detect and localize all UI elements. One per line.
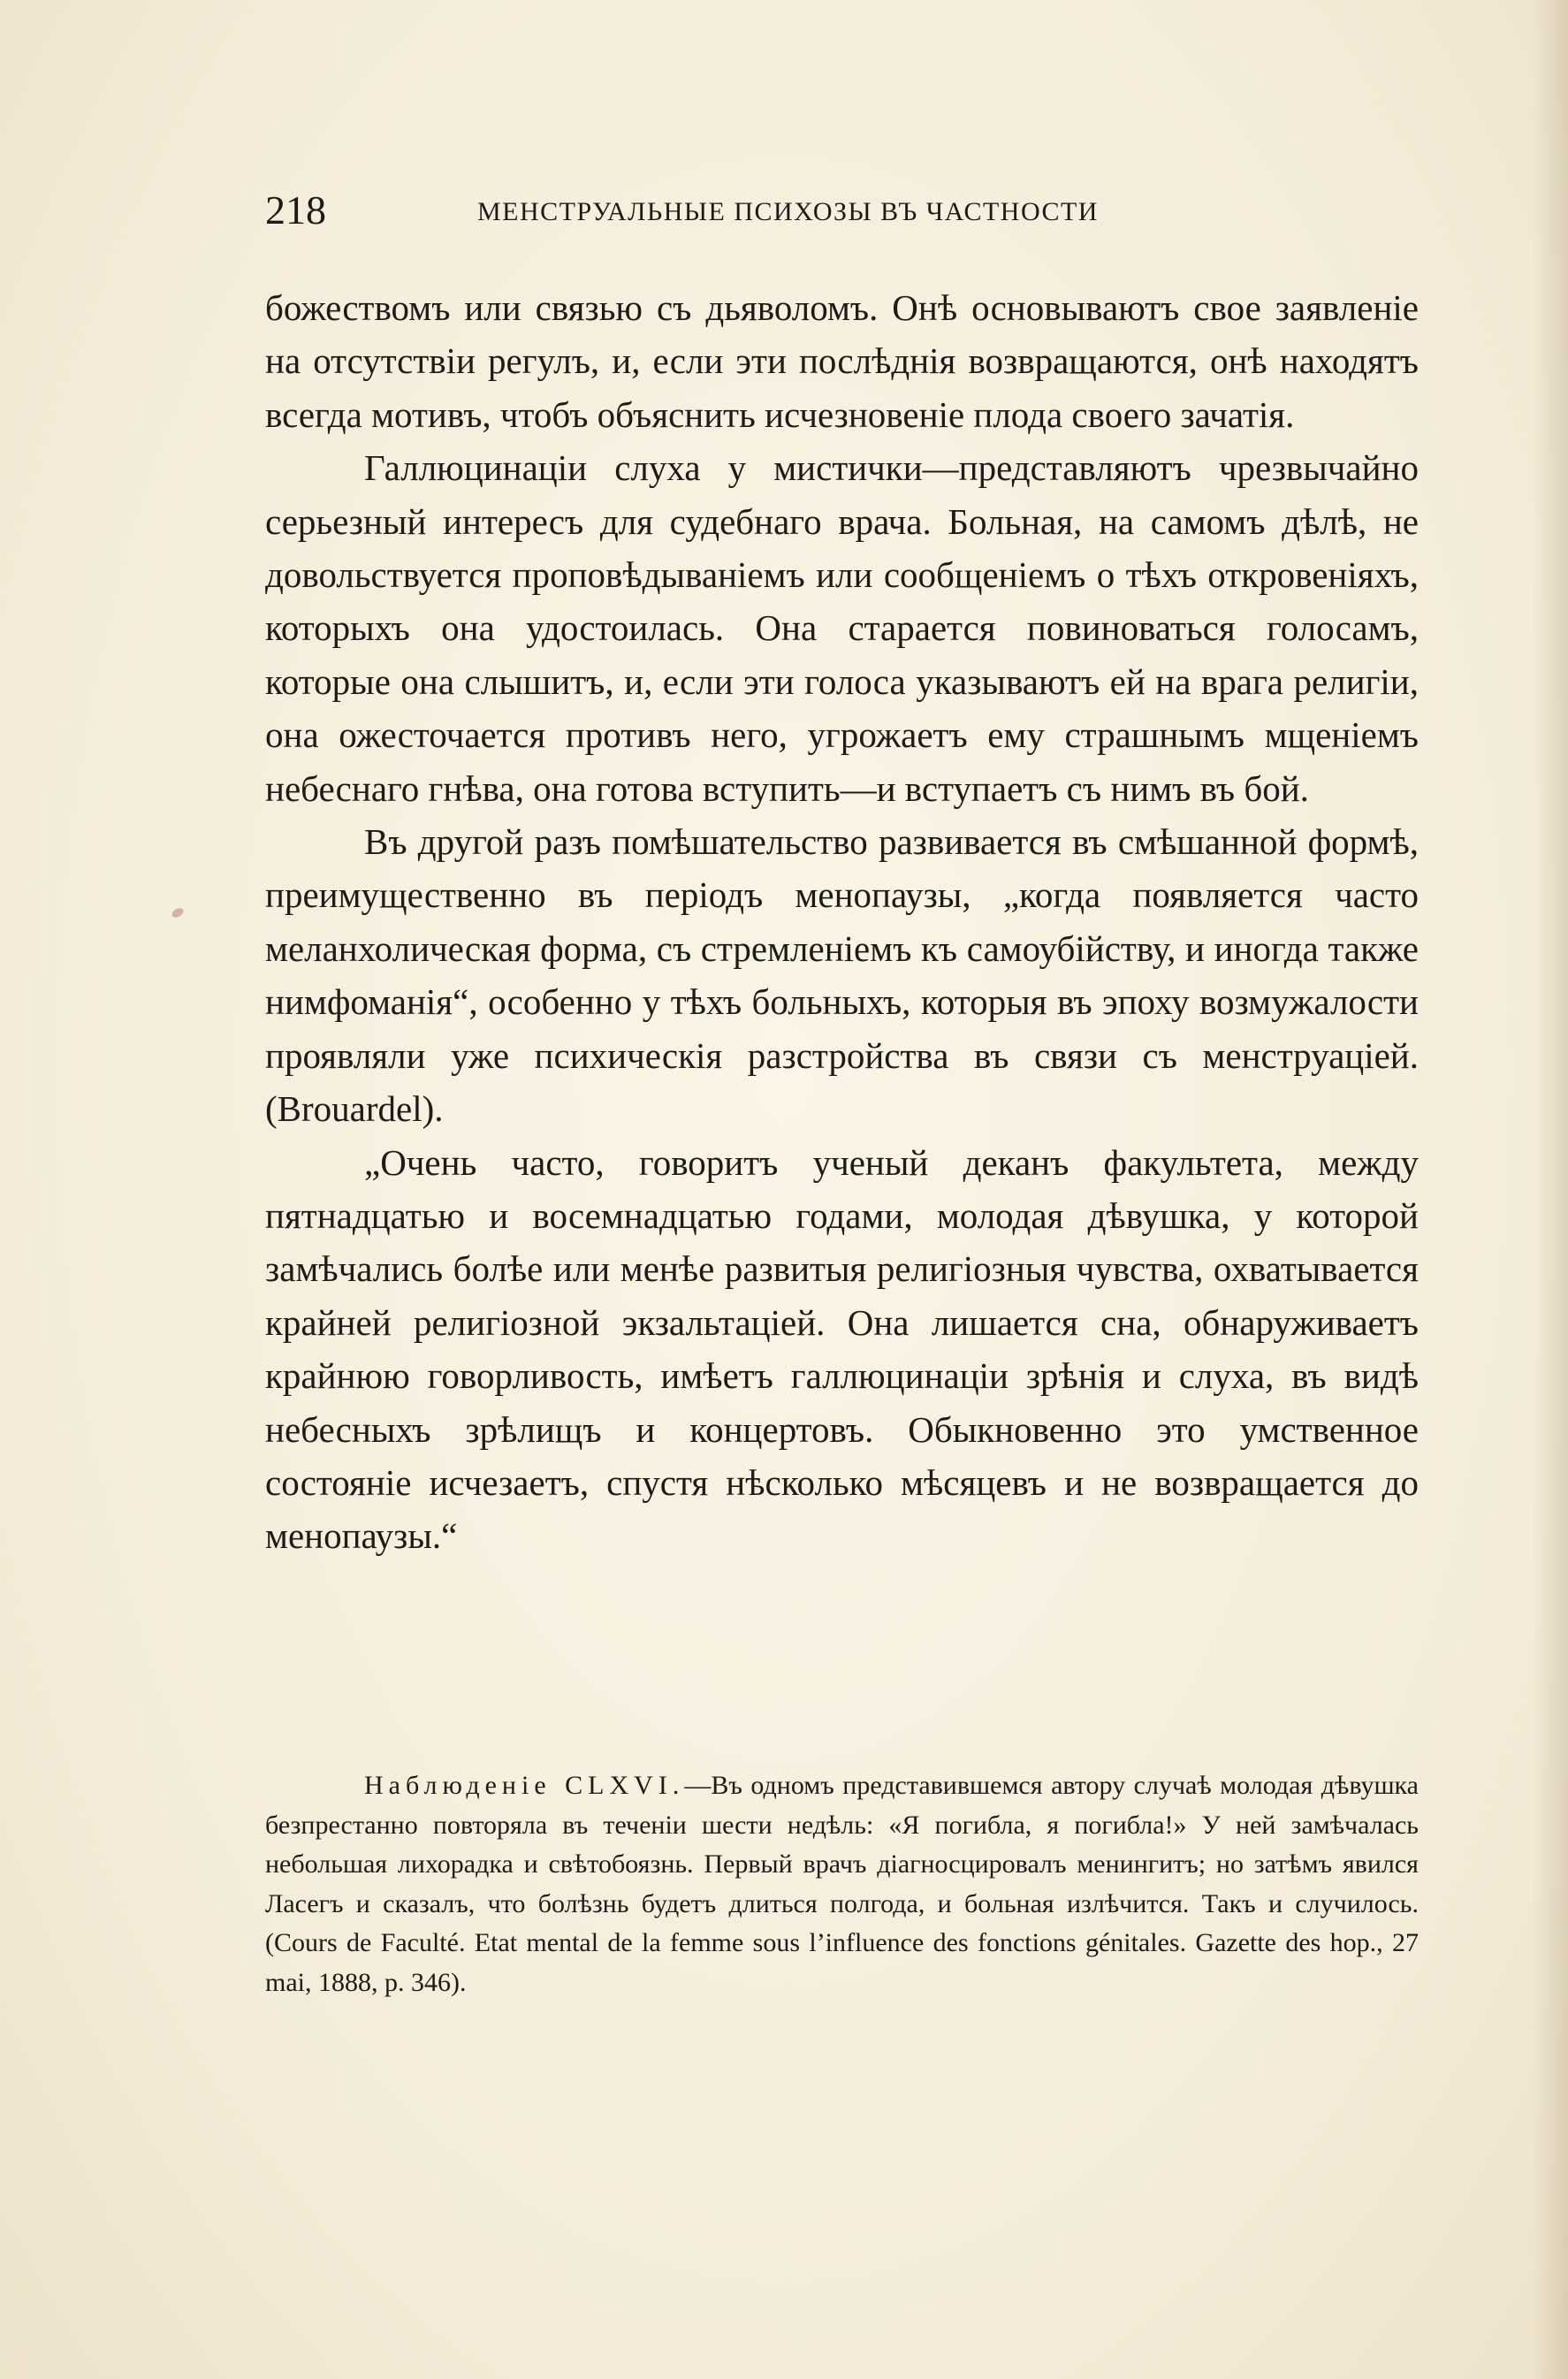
- paragraph-continued: божествомъ или связью съ дьяволомъ. Онѣ основываютъ свое заявленіе на отсутствіи регулъ, и, если эти послѣднія возвращаются, онѣ находятъ всегда мотивъ, чтобъ объяснить исчезновеніе плода своего зачатія.: [265, 287, 1419, 435]
- ink-stain: [171, 906, 186, 919]
- paragraph-mixed-form: Въ другой разъ помѣшательство развивается въ смѣшанной формѣ, преимущественно въ періодъ менопаузы, „когда появляется часто меланхолическая форма, съ стремленіемъ къ самоубійству, и иногда также нимфоманія“, особенно у тѣхъ больныхъ, которыя въ эпоху возмужалости проявляли уже психическія разстройства въ связи съ менструаціей. (Brouardel).: [265, 821, 1419, 1130]
- main-text: [265, 281, 1419, 1563]
- page-edge-shadow: [1533, 0, 1568, 2379]
- running-title: МЕНСТРУАЛЬНЫЕ ПСИХОЗЫ ВЪ ЧАСТНОСТИ: [477, 197, 1099, 226]
- paragraph-quotation: „Очень часто, говоритъ ученый деканъ факультета, между пятнадцатью и восемнадцатью годами, молодая дѣвушка, у которой замѣчались болѣе или менѣе развитыя религіозныя чувства, охватывается крайней религіозной экзальтаціей. Она лишается сна, обнаруживаетъ крайнюю говорливость, имѣетъ галлюцинаціи зрѣнія и слуха, въ видѣ небесныхъ зрѣлищъ и концертовъ. Обыкновенно это умственное состояніе исчезаетъ, спустя нѣсколько мѣсяцевъ и не возвращается до менопаузы.“: [265, 1141, 1419, 1557]
- page-number: 218: [265, 187, 326, 233]
- footnote-text: —Въ одномъ представившемся автору случаѣ молодая дѣвушка безпрестанно повторяла въ теченіи шести недѣль: «Я погибла, я погибла!» У ней замѣчалась небольшая лихорадка и свѣтобоязнь. Первый врачъ діагносцировалъ менингитъ; но затѣмъ явился Ласегъ и сказалъ, что болѣзнь будетъ длиться полгода, и больная излѣчится. Такъ и случилось. (Cours de Faculté. Etat mental de la femme sous l’influence des fonctions génitales. Gazette des hop., 27 mai, 1888, p. 346).: [265, 1771, 1419, 1997]
- observation-footnote: [265, 1766, 1419, 2002]
- footnote-paragraph: [265, 1766, 1419, 2002]
- footnote-label: Наблюденіе CLXVI.: [364, 1771, 685, 1800]
- paragraph-hallucinations: Галлюцинаціи слуха у мистички—представляютъ чрезвычайно серьезный интересъ для судебнаго врача. Больная, на самомъ дѣлѣ, не довольствуется проповѣдываніемъ или сообщеніемъ о тѣхъ откровеніяхъ, которыхъ она удостоилась. Она старается повиноваться голосамъ, которые она слышитъ, и, если эти голоса указываютъ ей на врага религіи, она ожесточается противъ него, угрожаетъ ему страшнымъ мщеніемъ небеснаго гнѣва, она готова вступить—и вступаетъ съ нимъ въ бой.: [265, 447, 1419, 809]
- page-header: [265, 184, 1419, 237]
